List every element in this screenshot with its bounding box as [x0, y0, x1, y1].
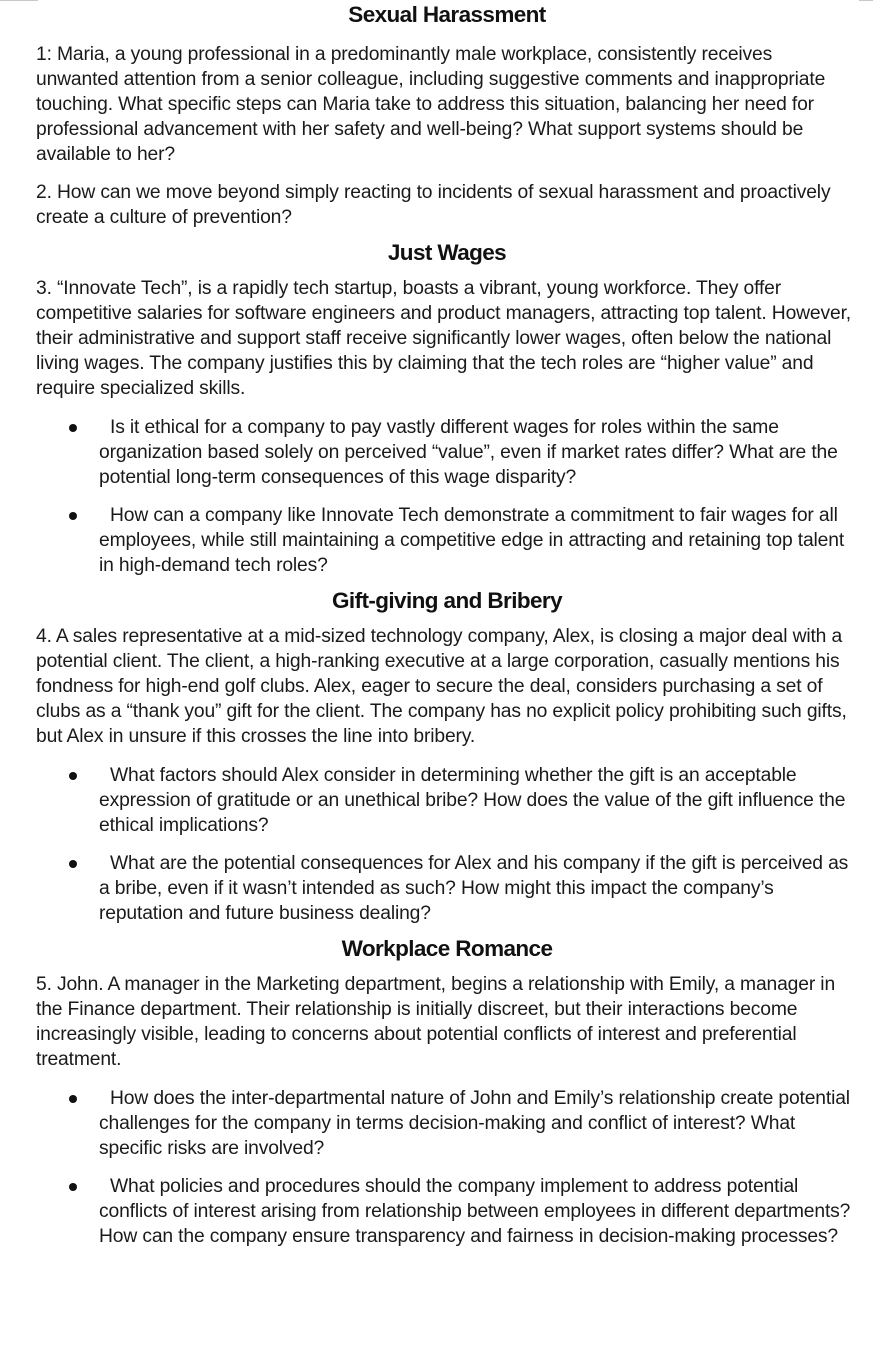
list-item: [36, 763, 858, 838]
case-paragraph: 3. “Innovate Tech”, is a rapidly tech startup, boasts a vibrant, young workforce. They offer competitive salaries for software engineers and product managers, attracting top talent. However, their administrative and support staff receive significantly lower wages, often below the national living wages. The company justifies this by claiming that the tech roles are “higher value” and require specialized skills.: [36, 278, 851, 399]
question-list: [36, 1086, 858, 1249]
section-just-wages: [36, 238, 858, 578]
bullet-icon: [69, 1095, 77, 1103]
list-item-text: What policies and procedures should the company implement to address potential conflicts of interest arising from relationship between employees in different departments? How can the company ensure transparency and fairness in decision-making processes?: [99, 1176, 851, 1247]
list-item: [36, 1174, 858, 1249]
list-item-text: What are the potential consequences for Alex and his company if the gift is perceived as a bribe, even if it wasn’t intended as such? How might this impact the company’s reputation and future business dealing?: [99, 853, 849, 924]
section-heading: Just Wages: [387, 240, 507, 265]
list-item-text: Is it ethical for a company to pay vastly different wages for roles within the same organization based solely on perceived “value”, even if market rates differ? What are the potential long-term consequences of this wage disparity?: [99, 417, 838, 488]
list-item: [36, 1086, 858, 1161]
list-item: [36, 503, 858, 578]
question-list: [36, 415, 858, 578]
list-item: [36, 851, 858, 926]
section-workplace-romance: [36, 934, 858, 1249]
section-heading: Workplace Romance: [341, 936, 553, 961]
bullet-icon: [69, 424, 77, 432]
bullet-icon: [69, 512, 77, 520]
question-paragraph: 2. How can we move beyond simply reacting to incidents of sexual harassment and proactively create a culture of prevention?: [36, 182, 831, 228]
list-item-text: How does the inter-departmental nature of John and Emily’s relationship create potential challenges for the company in terms decision-making and conflict of interest? What specific risks are involved?: [99, 1088, 850, 1159]
section-sexual-harassment: [36, 0, 858, 230]
question-paragraph: 1: Maria, a young professional in a predominantly male workplace, consistently receives unwanted attention from a senior colleague, including suggestive comments and inappropriate touching. What specific steps can Maria take to address this situation, balancing her need for professional advancement with her safety and well-being? What support systems should be available to her?: [36, 44, 826, 165]
section-heading: Sexual Harassment: [348, 2, 546, 27]
case-paragraph: 4. A sales representative at a mid-sized technology company, Alex, is closing a major deal with a potential client. The client, a high-ranking executive at a large corporation, casually mentions his fondness for high-end golf clubs. Alex, eager to secure the deal, considers purchasing a set of clubs as a “thank you” gift for the client. The company has no explicit policy prohibiting such gifts, but Alex in unsure if this crosses the line into bribery.: [36, 626, 847, 747]
top-right-rule: [859, 0, 873, 1]
document-page: [36, 0, 858, 1262]
case-paragraph: 5. John. A manager in the Marketing department, begins a relationship with Emily, a manager in the Finance department. Their relationship is initially discreet, but their interactions become increasingly visible, leading to concerns about potential conflicts of interest and preferential treatment.: [36, 974, 836, 1070]
list-item-text: What factors should Alex consider in determining whether the gift is an acceptable expression of gratitude or an unethical bribe? How does the value of the gift influence the ethical implications?: [99, 765, 846, 836]
list-item-text: How can a company like Innovate Tech demonstrate a commitment to fair wages for all employees, while still maintaining a competitive edge in attracting and retaining top talent in high-demand tech roles?: [99, 505, 845, 576]
question-list: [36, 763, 858, 926]
section-heading: Gift-giving and Bribery: [332, 588, 562, 613]
list-item: [36, 415, 858, 490]
section-gift-giving: [36, 586, 858, 926]
top-left-rule: [0, 0, 38, 1]
bullet-icon: [69, 772, 77, 780]
bullet-icon: [69, 1183, 77, 1191]
bullet-icon: [69, 860, 77, 868]
